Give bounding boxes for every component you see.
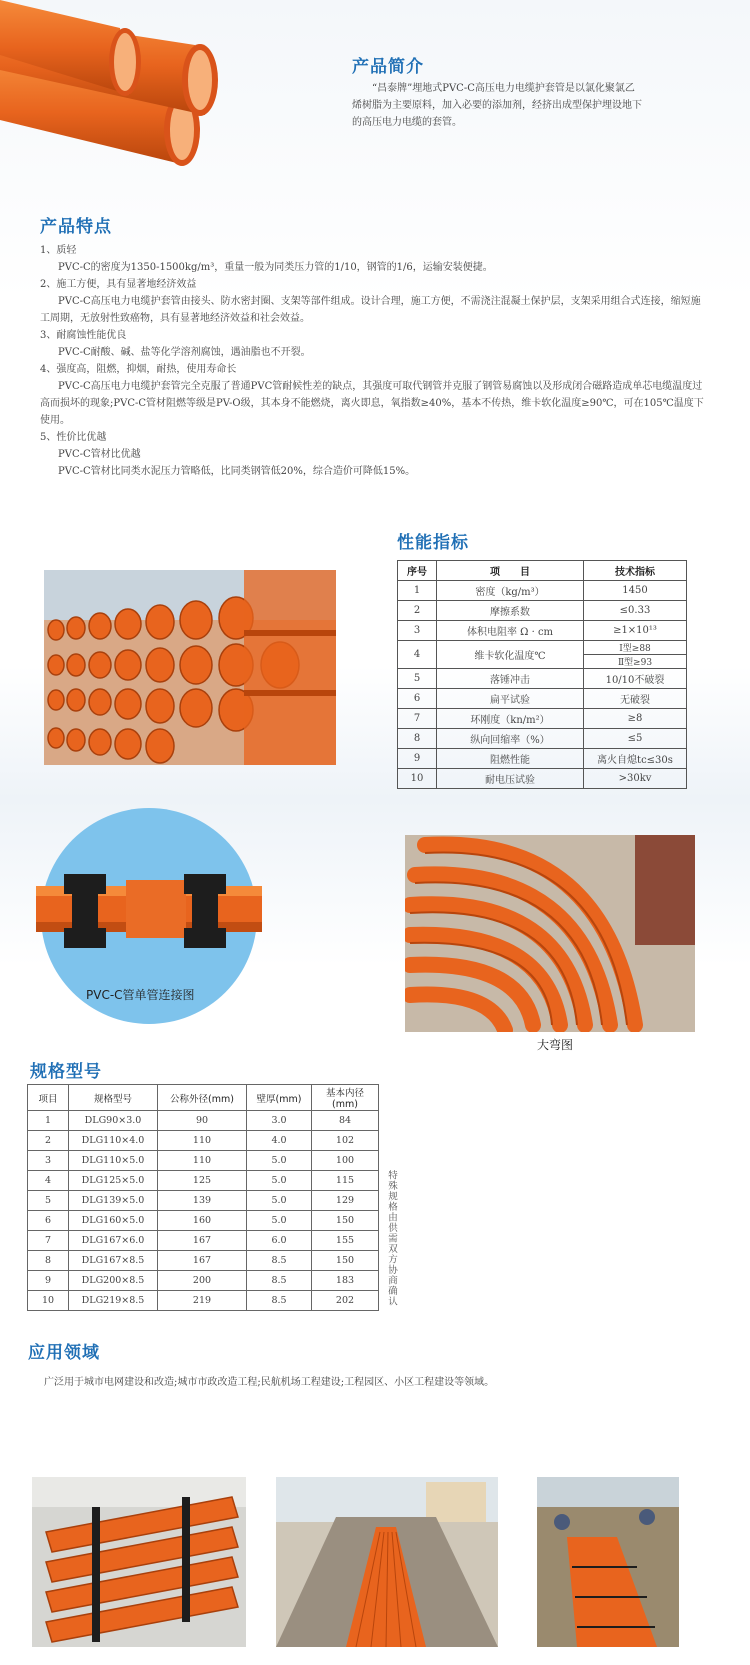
features-heading: 产品特点 [40, 217, 112, 237]
feature-title: 5、性价比优越 [40, 432, 107, 443]
cell: 体积电阻率 Ω · cm [437, 621, 584, 641]
table-row [398, 769, 687, 789]
cell: 155 [312, 1231, 379, 1251]
cell: 环刚度（kn/m²） [437, 709, 584, 729]
cell: DLG110×5.0 [69, 1151, 158, 1171]
performance-heading: 性能指标 [397, 533, 469, 553]
cell: 5.0 [247, 1191, 312, 1211]
cell: DLG90×3.0 [69, 1111, 158, 1131]
table-row [398, 621, 687, 641]
cell: 167 [158, 1231, 247, 1251]
cell: ≥1×10¹³ [584, 621, 687, 641]
cell: 110 [158, 1131, 247, 1151]
cell: 219 [158, 1291, 247, 1311]
cell: DLG219×8.5 [69, 1291, 158, 1311]
cell: 10 [398, 769, 437, 789]
cell: 183 [312, 1271, 379, 1291]
application-photo-3 [537, 1477, 679, 1647]
feature-item [40, 429, 710, 480]
cell: 8 [398, 729, 437, 749]
col-header: 壁厚(mm) [247, 1085, 312, 1111]
cell: 6 [398, 689, 437, 709]
feature-item [40, 242, 710, 276]
cell: >30kv [584, 769, 687, 789]
feature-title: 2、施工方便，具有显著地经济效益 [40, 279, 197, 290]
cell: ≤0.33 [584, 601, 687, 621]
cell: 167 [158, 1251, 247, 1271]
table-row [28, 1271, 379, 1291]
stacked-pipes-photo [44, 570, 336, 765]
cell: 115 [312, 1171, 379, 1191]
table-row [398, 669, 687, 689]
cell: 6 [28, 1211, 69, 1231]
performance-table [397, 560, 687, 789]
cell: 5 [28, 1191, 69, 1211]
col-header: 项目 [28, 1085, 69, 1111]
cell: 6.0 [247, 1231, 312, 1251]
features-list [40, 242, 710, 480]
col-header: 公称外径(mm) [158, 1085, 247, 1111]
table-row [28, 1191, 379, 1211]
cell: 扁平试验 [437, 689, 584, 709]
cell: DLG160×5.0 [69, 1211, 158, 1231]
cell: 离火自熄tc≤30s [584, 749, 687, 769]
feature-item [40, 327, 710, 361]
cell: 4 [28, 1171, 69, 1191]
bend-pipes-photo [405, 835, 695, 1032]
cell: 3 [28, 1151, 69, 1171]
table-row [28, 1211, 379, 1231]
cell: 5.0 [247, 1211, 312, 1231]
cell: ≥8 [584, 709, 687, 729]
cell: 5.0 [247, 1151, 312, 1171]
feature-item [40, 361, 710, 429]
connection-diagram [36, 806, 262, 1026]
feature-body: PVC-C高压电力电缆护套管完全克服了普通PVC管耐候性差的缺点，其强度可取代钢管并克服了钢管易腐蚀以及形成闭合磁路造成单芯电缆温度过高而损坏的现象;PVC-C管材阻燃等级是PV-O级，其本身不能燃烧，离火即息，氧指数≥40%，基本不传热，维卡软化温度≥90℃，可在105℃温度下使用。 [40, 381, 704, 426]
col-header: 序号 [398, 561, 437, 581]
cell: 10/10不破裂 [584, 669, 687, 689]
cell: 102 [312, 1131, 379, 1151]
table-row [398, 729, 687, 749]
table-row [28, 1251, 379, 1271]
cell: 4 [398, 641, 437, 669]
cell: 1450 [584, 581, 687, 601]
feature-body: PVC-C管材比优越 [58, 449, 141, 460]
col-header: 技术指标 [584, 561, 687, 581]
cell: 阻燃性能 [437, 749, 584, 769]
application-photo-2 [276, 1477, 498, 1647]
cell: 129 [312, 1191, 379, 1211]
cell: DLG110×4.0 [69, 1131, 158, 1151]
cell: 84 [312, 1111, 379, 1131]
table-row [28, 1291, 379, 1311]
cell: DLG125×5.0 [69, 1171, 158, 1191]
application-text: 广泛用于城市电网建设和改造;城市市政改造工程;民航机场工程建设;工程园区、小区工程建设等领域。 [44, 1377, 495, 1388]
feature-body: PVC-C高压电力电缆护套管由接头、防水密封圈、支架等部件组成。设计合理，施工方便，不需浇注混凝土保护层，支架采用组合式连接，缩短施工周期，无放射性致癌物，具有显著地经济效益和社会效益。 [40, 296, 701, 324]
application-heading: 应用领域 [28, 1343, 100, 1363]
cell: 8.5 [247, 1291, 312, 1311]
feature-item [40, 276, 710, 327]
feature-body: PVC-C耐酸、碱、盐等化学溶剂腐蚀，遇油脂也不开裂。 [58, 347, 311, 358]
cell: DLG167×6.0 [69, 1231, 158, 1251]
cell: 200 [158, 1271, 247, 1291]
cell: 5.0 [247, 1171, 312, 1191]
intro-heading: 产品简介 [352, 57, 424, 77]
cell: 7 [398, 709, 437, 729]
cell: 125 [158, 1171, 247, 1191]
cell: 无破裂 [584, 689, 687, 709]
cell: 摩擦系数 [437, 601, 584, 621]
table-row [398, 581, 687, 601]
cell: 3 [398, 621, 437, 641]
cell: 7 [28, 1231, 69, 1251]
cell: 5 [398, 669, 437, 689]
spec-side-note: 特殊规格由供需双方协商确认 [386, 1170, 397, 1307]
cell: 耐电压试验 [437, 769, 584, 789]
feature-body: PVC-C管材比同类水泥压力管略低，比同类钢管低20%，综合造价可降低15%。 [58, 466, 416, 477]
cell: 202 [312, 1291, 379, 1311]
cell: 160 [158, 1211, 247, 1231]
cell: DLG167×8.5 [69, 1251, 158, 1271]
table-row [398, 749, 687, 769]
cell: 落锤冲击 [437, 669, 584, 689]
intro-text: “昌泰牌”埋地式PVC-C高压电力电缆护套管是以氯化聚氯乙烯树脂为主要原料，加入必要的添加剂，经挤出成型保护埋设地下的高压电力电缆的套管。 [352, 83, 642, 128]
cell: DLG139×5.0 [69, 1191, 158, 1211]
cell: 1 [398, 581, 437, 601]
cell: 8.5 [247, 1251, 312, 1271]
hero-pipes-image [0, 0, 240, 175]
cell: 8.5 [247, 1271, 312, 1291]
cell: DLG200×8.5 [69, 1271, 158, 1291]
table-row [398, 689, 687, 709]
cell: 10 [28, 1291, 69, 1311]
application-photo-1 [32, 1477, 246, 1647]
cell: 90 [158, 1111, 247, 1131]
cell: 9 [398, 749, 437, 769]
feature-body: PVC-C的密度为1350-1500kg/m³，重量一般为同类压力管的1/10，钢管的1/6，运输安装便捷。 [58, 262, 493, 273]
col-header: 基本内径(mm) [312, 1085, 379, 1111]
cell: 9 [28, 1271, 69, 1291]
cell: 110 [158, 1151, 247, 1171]
col-header: 项 目 [437, 561, 584, 581]
table-row [398, 601, 687, 621]
table-header-row [398, 561, 687, 581]
table-header-row [28, 1085, 379, 1111]
cell: 密度（kg/m³） [437, 581, 584, 601]
feature-title: 1、质轻 [40, 245, 77, 256]
cell: 4.0 [247, 1131, 312, 1151]
cell: 150 [312, 1251, 379, 1271]
cell: Ⅰ型≥88 [584, 641, 687, 655]
feature-title: 3、耐腐蚀性能优良 [40, 330, 127, 341]
table-row [28, 1131, 379, 1151]
cell: 2 [398, 601, 437, 621]
cell: 3.0 [247, 1111, 312, 1131]
col-header: 规格型号 [69, 1085, 158, 1111]
cell: 8 [28, 1251, 69, 1271]
cell: 2 [28, 1131, 69, 1151]
connection-caption: PVC-C管单管连接图 [86, 988, 195, 1002]
table-row [28, 1231, 379, 1251]
cell: 纵向回缩率（%） [437, 729, 584, 749]
cell: 100 [312, 1151, 379, 1171]
spec-table [27, 1084, 379, 1311]
cell: Ⅱ型≥93 [584, 655, 687, 669]
table-row [28, 1151, 379, 1171]
cell: 维卡软化温度℃ [437, 641, 584, 669]
table-row [28, 1171, 379, 1191]
feature-title: 4、强度高，阻燃，抑烟，耐热，使用寿命长 [40, 364, 237, 375]
bend-caption: 大弯图 [537, 1038, 574, 1052]
spec-heading: 规格型号 [30, 1062, 102, 1082]
cell: 150 [312, 1211, 379, 1231]
table-row [398, 641, 687, 655]
cell: 139 [158, 1191, 247, 1211]
cell: 1 [28, 1111, 69, 1131]
cell: ≤5 [584, 729, 687, 749]
table-row [28, 1111, 379, 1131]
table-row [398, 709, 687, 729]
